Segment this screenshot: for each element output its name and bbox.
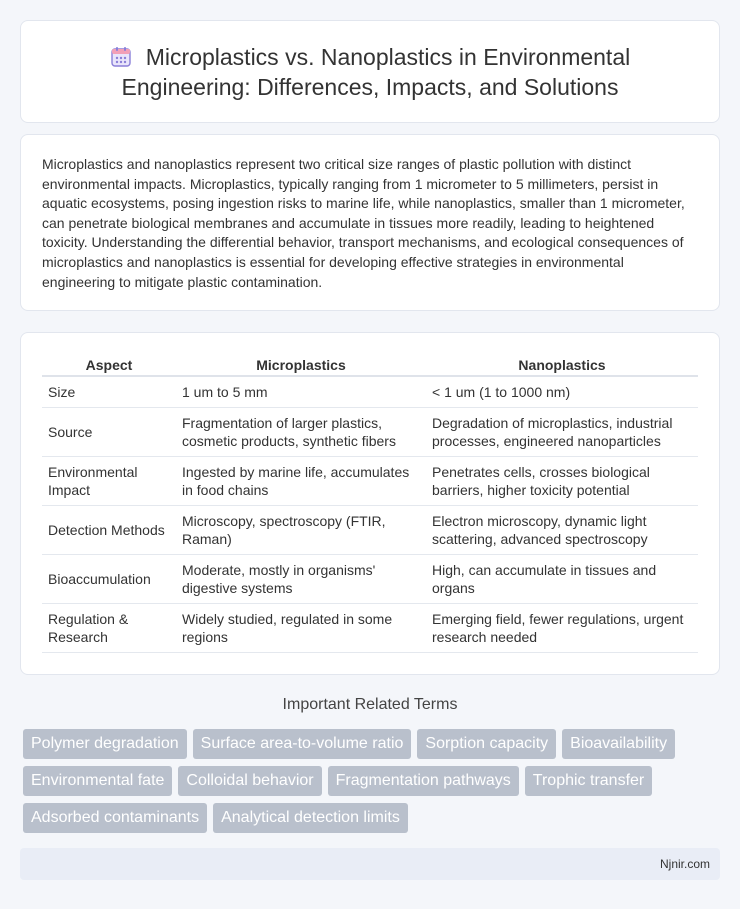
term-tag[interactable]: Analytical detection limits — [213, 803, 408, 833]
term-tag[interactable]: Environmental fate — [23, 766, 172, 796]
term-tag[interactable]: Sorption capacity — [417, 729, 556, 759]
intro-paragraph: Microplastics and nanoplastics represent two critical size ranges of plastic pollution with distinct environmental impacts. Microplastics, typically ranging from 1 micrometer to 5 millimeters, persist in aquatic ecosystems, posing ingestion risks to marine life, while nanoplastics, smaller than 1 micrometer, can penetrate biological membranes and accumulate in tissues more readily, leading to heightened toxicity. Understanding the differential behavior, transport mechanisms, and ecological consequences of microplastics and nanoplastics is essential for developing effective strategies in environmental engineering to mitigate plastic contamination. — [42, 156, 685, 290]
cell-nanoplastics: Penetrates cells, crosses biological barriers, higher toxicity potential — [426, 457, 698, 506]
footer — [20, 848, 720, 880]
table-row — [42, 604, 698, 653]
table-row — [42, 506, 698, 555]
title-card — [20, 20, 720, 123]
comparison-table — [42, 353, 698, 653]
cell-nanoplastics: High, can accumulate in tissues and organs — [426, 555, 698, 604]
header-aspect: Aspect — [42, 353, 176, 377]
header-nanoplastics: Nanoplastics — [426, 353, 698, 377]
cell-aspect: Source — [42, 408, 176, 457]
cell-microplastics: Fragmentation of larger plastics, cosmetic products, synthetic fibers — [176, 408, 426, 457]
table-row — [42, 555, 698, 604]
cell-microplastics: Moderate, mostly in organisms' digestive systems — [176, 555, 426, 604]
header-microplastics: Microplastics — [176, 353, 426, 377]
footer-site-link[interactable]: Njnir.com — [659, 857, 710, 871]
term-tag[interactable]: Trophic transfer — [525, 766, 652, 796]
term-tag[interactable]: Bioavailability — [562, 729, 675, 759]
table-row — [42, 408, 698, 457]
cell-nanoplastics: Electron microscopy, dynamic light scattering, advanced spectroscopy — [426, 506, 698, 555]
page-title — [51, 42, 689, 102]
cell-microplastics: Microscopy, spectroscopy (FTIR, Raman) — [176, 506, 426, 555]
cell-aspect: Regulation & Research — [42, 604, 176, 653]
term-tag[interactable]: Polymer degradation — [23, 729, 187, 759]
cell-nanoplastics: < 1 um (1 to 1000 nm) — [426, 377, 698, 408]
cell-microplastics: 1 um to 5 mm — [176, 377, 426, 408]
intro-card — [20, 134, 720, 311]
cell-nanoplastics: Degradation of microplastics, industrial processes, engineered nanoparticles — [426, 408, 698, 457]
cell-microplastics: Widely studied, regulated in some regions — [176, 604, 426, 653]
cell-nanoplastics: Emerging field, fewer regulations, urgent research needed — [426, 604, 698, 653]
cell-aspect: Detection Methods — [42, 506, 176, 555]
cell-aspect: Size — [42, 377, 176, 408]
term-tag[interactable]: Surface area-to-volume ratio — [193, 729, 412, 759]
term-tag[interactable]: Fragmentation pathways — [328, 766, 519, 796]
term-tag[interactable]: Colloidal behavior — [178, 766, 321, 796]
table-header-row — [42, 353, 698, 377]
cell-microplastics: Ingested by marine life, accumulates in food chains — [176, 457, 426, 506]
related-terms-list — [20, 729, 720, 833]
table-row — [42, 457, 698, 506]
cell-aspect: Environmental Impact — [42, 457, 176, 506]
calendar-icon — [110, 46, 132, 68]
table-row — [42, 377, 698, 408]
page-title-text: Microplastics vs. Nanoplastics in Environmental Engineering: Differences, Impacts, and Solutions — [121, 43, 631, 100]
term-tag[interactable]: Adsorbed contaminants — [23, 803, 207, 833]
related-terms-heading: Important Related Terms — [282, 696, 458, 713]
cell-aspect: Bioaccumulation — [42, 555, 176, 604]
comparison-table-card — [20, 332, 720, 675]
